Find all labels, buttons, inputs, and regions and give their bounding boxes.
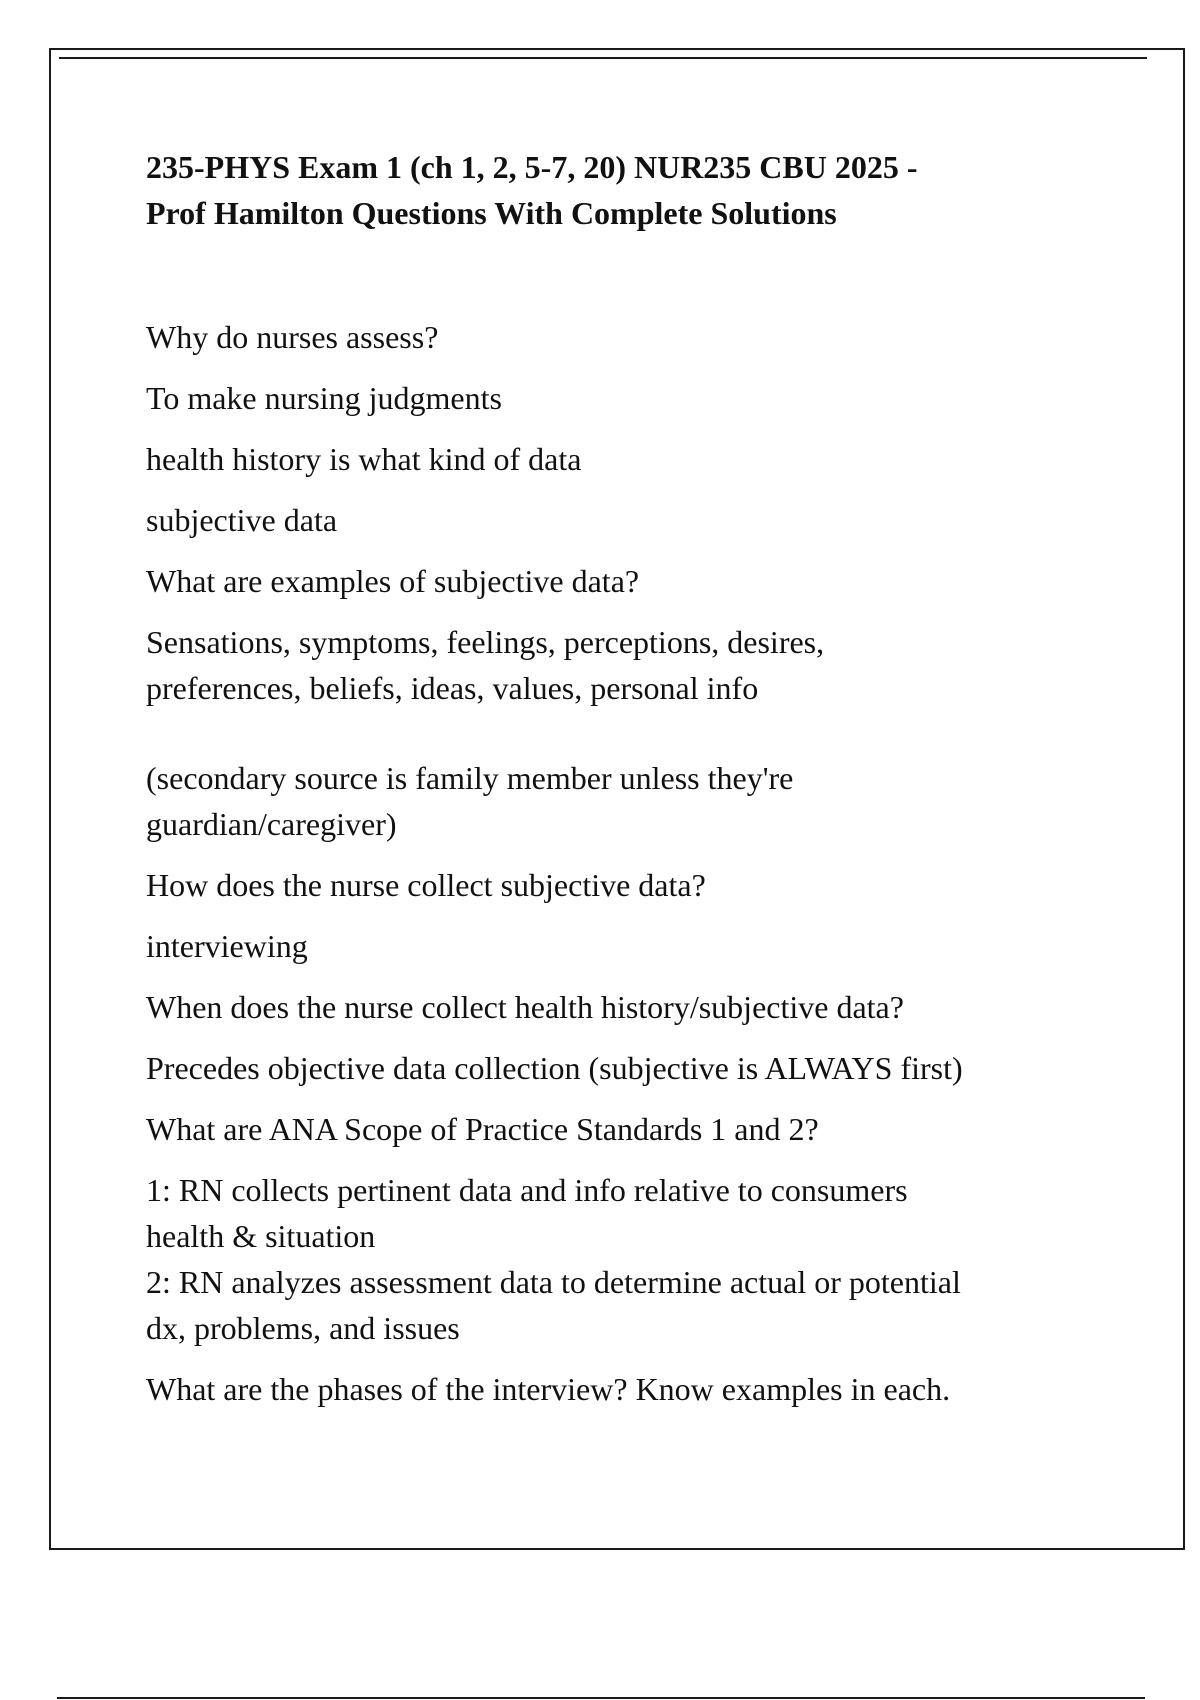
question-when-collect: When does the nurse collect health history/subjective data? — [146, 989, 904, 1025]
answer-ana-standard-1: 1: RN collects pertinent data and info relative to consumers health & situation — [146, 1172, 908, 1254]
answer-ana-standard-2: 2: RN analyzes assessment data to determine actual or potential dx, problems, and issues — [146, 1264, 961, 1346]
question-health-history-data: health history is what kind of data — [146, 441, 582, 477]
answer-why-assess: To make nursing judgments — [146, 380, 502, 416]
answer-secondary-source-note: (secondary source is family member unless they're guardian/caregiver) — [146, 760, 794, 842]
question-why-assess: Why do nurses assess? — [146, 319, 439, 355]
answer-when-collect: Precedes objective data collection (subjective is ALWAYS first) — [146, 1050, 963, 1086]
title-line-2: Prof Hamilton Questions With Complete Solutions — [146, 195, 837, 231]
question-subjective-examples: What are examples of subjective data? — [146, 563, 640, 599]
answer-subjective-examples: Sensations, symptoms, feelings, perceptions, desires, preferences, beliefs, ideas, values, personal info — [146, 624, 825, 706]
question-ana-standards: What are ANA Scope of Practice Standards 1 and 2? — [146, 1111, 819, 1147]
answer-health-history-data: subjective data — [146, 502, 338, 538]
bottom-rule-divider — [57, 1697, 1145, 1699]
document-content — [146, 144, 1106, 1427]
top-rule-divider — [59, 57, 1147, 59]
question-interview-phases: What are the phases of the interview? Know examples in each. — [146, 1371, 951, 1407]
document-title — [146, 144, 1106, 236]
title-line-1: 235-PHYS Exam 1 (ch 1, 2, 5-7, 20) NUR235 CBU 2025 - — [146, 149, 918, 185]
answer-collect-subjective: interviewing — [146, 928, 308, 964]
question-collect-subjective: How does the nurse collect subjective data? — [146, 867, 706, 903]
